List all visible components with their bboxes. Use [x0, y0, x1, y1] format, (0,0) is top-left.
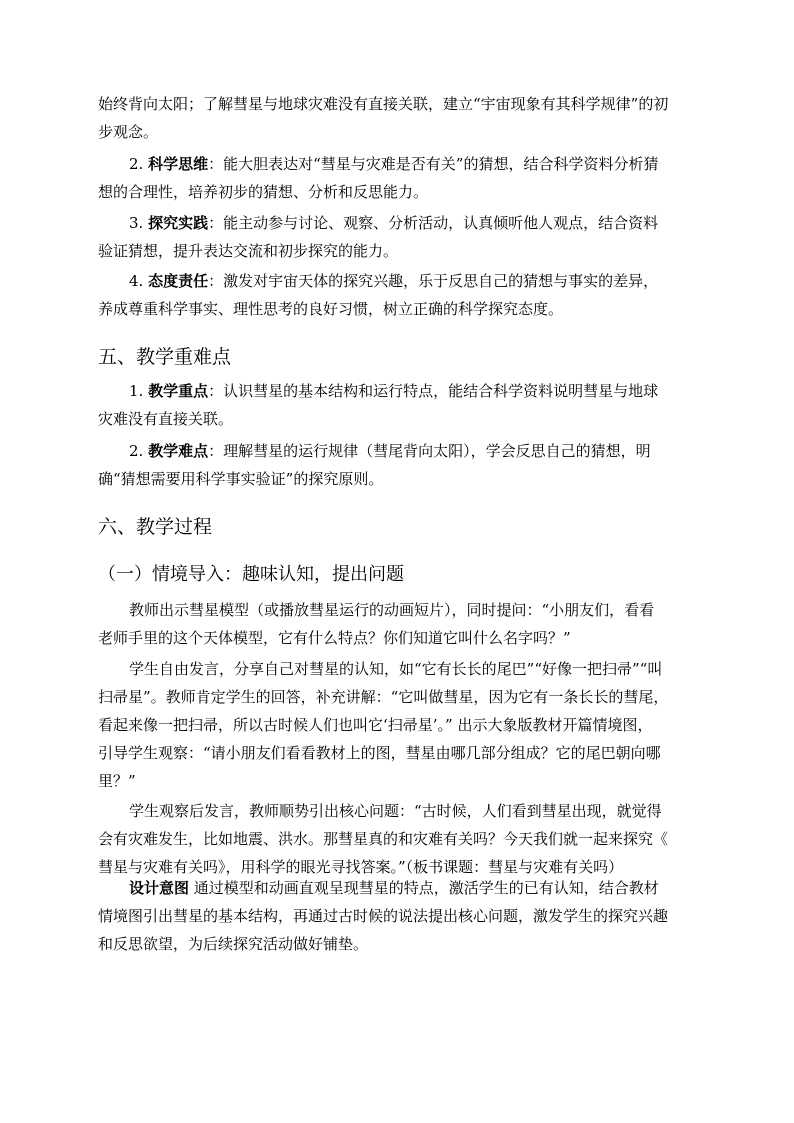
text-line: 确“猜想需要用科学事实验证”的探究原则。	[98, 470, 384, 488]
text-line: 情境图引出彗星的基本结构，再通过古时候的说法提出核心问题，激发学生的探究兴趣	[98, 907, 669, 925]
text-line: 引导学生观察：“请小朋友们看看教材上的图，彗星由哪几部分组成？它的尾巴朝向哪	[98, 744, 661, 762]
text-line: 激发对宇宙天体的探究兴趣，乐于反思自己的猜想与事实的差异，	[223, 272, 659, 290]
text-line: 学生自由发言，分享自己对彗星的认知，如“它有长长的尾巴”“好像一把扫帚”“叫	[129, 660, 663, 678]
item-colon: ：	[208, 382, 224, 400]
text-line: 彗星与灾难有关吗》，用科学的眼光寻找答案。”（板书课题：彗星与灾难有关吗）	[98, 858, 624, 876]
item-colon: ：	[208, 442, 224, 460]
item-number: 2.	[129, 155, 144, 173]
item-number: 4.	[129, 272, 144, 290]
text-line: 里？”	[98, 772, 136, 790]
text-line: 验证猜想，提升表达交流和初步探究的能力。	[98, 242, 399, 260]
text-line: 步观念。	[98, 123, 159, 141]
goal-item-attitude	[98, 267, 698, 323]
intro-paragraph	[98, 90, 698, 146]
item-number: 1.	[129, 382, 144, 400]
goal-item-practice	[98, 209, 698, 265]
item-label: 教学重点	[148, 382, 209, 400]
text-line: 扫帚星”。教师肯定学生的回答，补充讲解：“它叫做彗星，因为它有一条长长的彗尾，	[98, 688, 669, 706]
text-line: 看起来像一把扫帚，所以古时候人们也叫它‘扫帚星’。” 出示大象版教材开篇情境图，	[98, 716, 653, 734]
text-line: 灾难没有直接关联。	[98, 410, 234, 428]
design-intent-label: 设计意图	[129, 879, 190, 897]
section-heading-5: 五、教学重难点	[98, 346, 232, 368]
text-line: 会有灾难发生，比如地震、洪水。那彗星真的和灾难有关吗？今天我们就一起来探究《	[98, 830, 669, 848]
item-colon: ：	[208, 155, 224, 173]
section-heading-6: 六、教学过程	[98, 516, 213, 538]
text-line: 想的合理性，培养初步的猜想、分析和反思能力。	[98, 183, 429, 201]
text-line: 老师手里的这个天体模型，它有什么特点？你们知道它叫什么名字吗？”	[98, 629, 571, 647]
body-paragraph	[98, 596, 698, 652]
item-label: 态度责任	[148, 272, 209, 290]
subsection-heading: （一）情境导入：趣味认知，提出问题	[98, 564, 404, 585]
text-line: 通过模型和动画直观呈现彗星的特点，激活学生的已有认知，结合教材	[193, 879, 659, 897]
item-colon: ：	[208, 272, 224, 290]
item-colon: ：	[208, 214, 224, 232]
text-line: 教师出示彗星模型（或播放彗星运行的动画短片），同时提问：“小朋友们，看看	[129, 601, 655, 619]
text-line: 能主动参与讨论、观察、分析活动，认真倾听他人观点，结合资料	[223, 214, 659, 232]
text-line: 理解彗星的运行规律（彗尾背向太阳），学会反思自己的猜想，明	[223, 442, 651, 460]
goal-item-thinking	[98, 150, 698, 206]
item-label: 教学难点	[148, 442, 209, 460]
design-intent-paragraph	[98, 874, 698, 958]
text-line: 始终背向太阳；了解彗星与地球灾难没有直接关联，建立“宇宙现象有其科学规律”的初	[98, 95, 669, 113]
key-point-item	[98, 377, 698, 433]
item-label: 探究实践	[148, 214, 209, 232]
item-number: 3.	[129, 214, 144, 232]
body-paragraph	[98, 655, 698, 795]
difficult-point-item	[98, 437, 698, 493]
item-label: 科学思维	[148, 155, 209, 173]
text-line: 学生观察后发言，教师顺势引出核心问题：“古时候，人们看到彗星出现，就觉得	[129, 802, 662, 820]
text-line: 认识彗星的基本结构和运行特点，能结合科学资料说明彗星与地球	[223, 382, 659, 400]
body-paragraph	[98, 797, 698, 881]
text-line: 能大胆表达对“彗星与灾难是否有关”的猜想，结合科学资料分析猜	[223, 155, 659, 173]
item-number: 2.	[129, 442, 144, 460]
text-line: 养成尊重科学事实、理性思考的良好习惯，树立正确的科学探究态度。	[98, 300, 564, 318]
text-line: 和反思欲望，为后续探究活动做好铺垫。	[98, 935, 369, 953]
